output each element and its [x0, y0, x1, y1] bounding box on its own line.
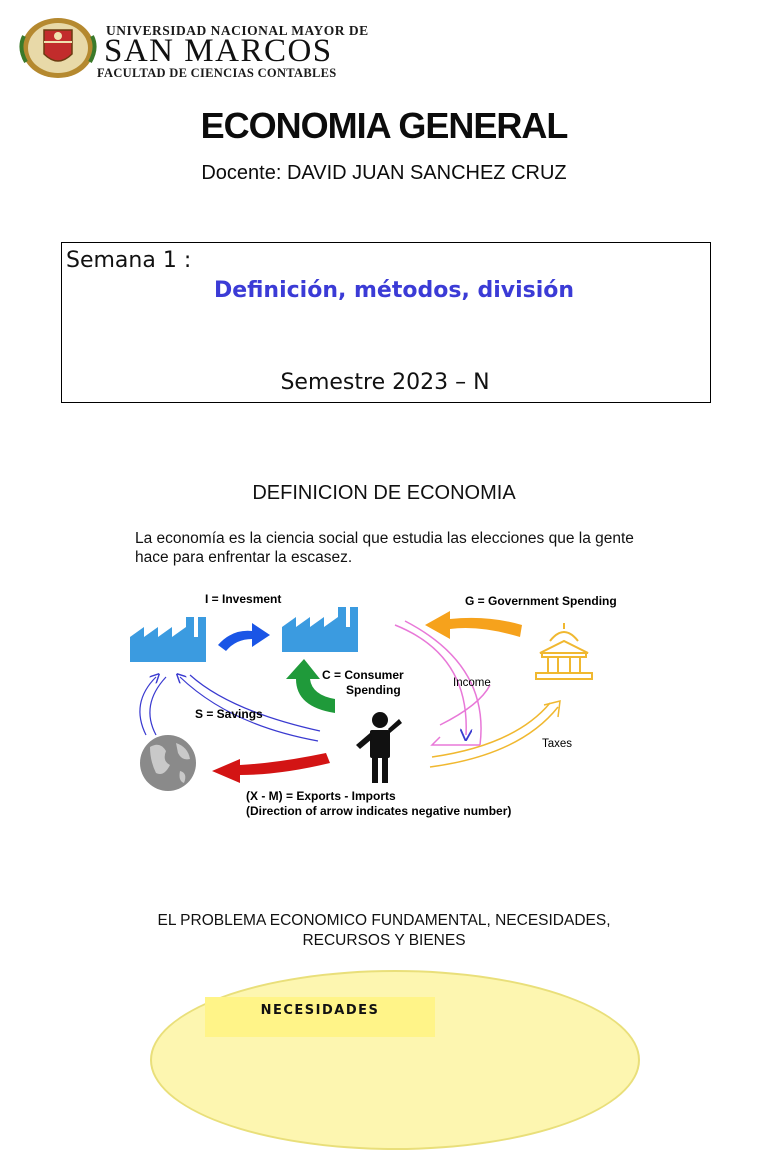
net-exports-note: (Direction of arrow indicates negative number): [246, 804, 512, 818]
government-building-icon: [536, 623, 592, 679]
taxes-label: Taxes: [542, 738, 573, 750]
taxes-arrow: [430, 707, 558, 767]
economic-problem-line1: EL PROBLEMA ECONOMICO FUNDAMENTAL, NECESIDADES,: [157, 912, 611, 929]
taxes-arrow: [432, 703, 550, 757]
factory-icon: [282, 607, 358, 652]
semester-label: Semestre 2023 – N: [280, 370, 490, 395]
income-arrow: [432, 737, 480, 745]
week-topic: Definición, métodos, división: [213, 278, 575, 303]
week-label: Semana 1 :: [66, 248, 192, 273]
income-label: Income: [453, 677, 491, 689]
definition-text: La economía es la ciencia social que estudia las elecciones que la gente hace para enfrentar la escasez.: [135, 530, 634, 566]
investment-arrow: [218, 623, 270, 651]
savings-label: S = Savings: [195, 707, 263, 721]
consumer-spending-label-1: C = Consumer: [322, 668, 404, 682]
globe-icon: [140, 735, 196, 791]
university-name-line1: UNIVERSIDAD NACIONAL MAYOR DE: [106, 23, 369, 38]
government-spending-arrow: [425, 611, 522, 639]
definition-heading: DEFINICION DE ECONOMIA: [252, 482, 516, 504]
teacher-name: Docente: DAVID JUAN SANCHEZ CRUZ: [201, 162, 567, 184]
university-seal-icon: [18, 16, 98, 80]
circular-flow-diagram: [120, 585, 660, 825]
university-name-line2: SAN MARCOS: [104, 33, 333, 69]
person-icon: [356, 712, 402, 783]
net-exports-label: (X - M) = Exports - Imports: [246, 789, 396, 803]
economic-problem-line2: RECURSOS Y BIENES: [302, 932, 466, 949]
economic-problem-heading: [0, 911, 768, 951]
savings-arrow: [140, 677, 156, 735]
factory-icon: [130, 617, 206, 662]
faculty-name: FACULTAD DE CIENCIAS CONTABLES: [97, 66, 337, 80]
net-exports-arrow: [212, 753, 330, 783]
savings-arrow: [150, 677, 166, 735]
consumer-spending-label-2: Spending: [346, 683, 401, 697]
investment-label: I = Invesment: [205, 592, 282, 606]
needs-label: NECESIDADES: [260, 1003, 380, 1018]
course-title: ECONOMIA GENERAL: [200, 105, 568, 146]
government-spending-label: G = Government Spending: [465, 594, 617, 608]
